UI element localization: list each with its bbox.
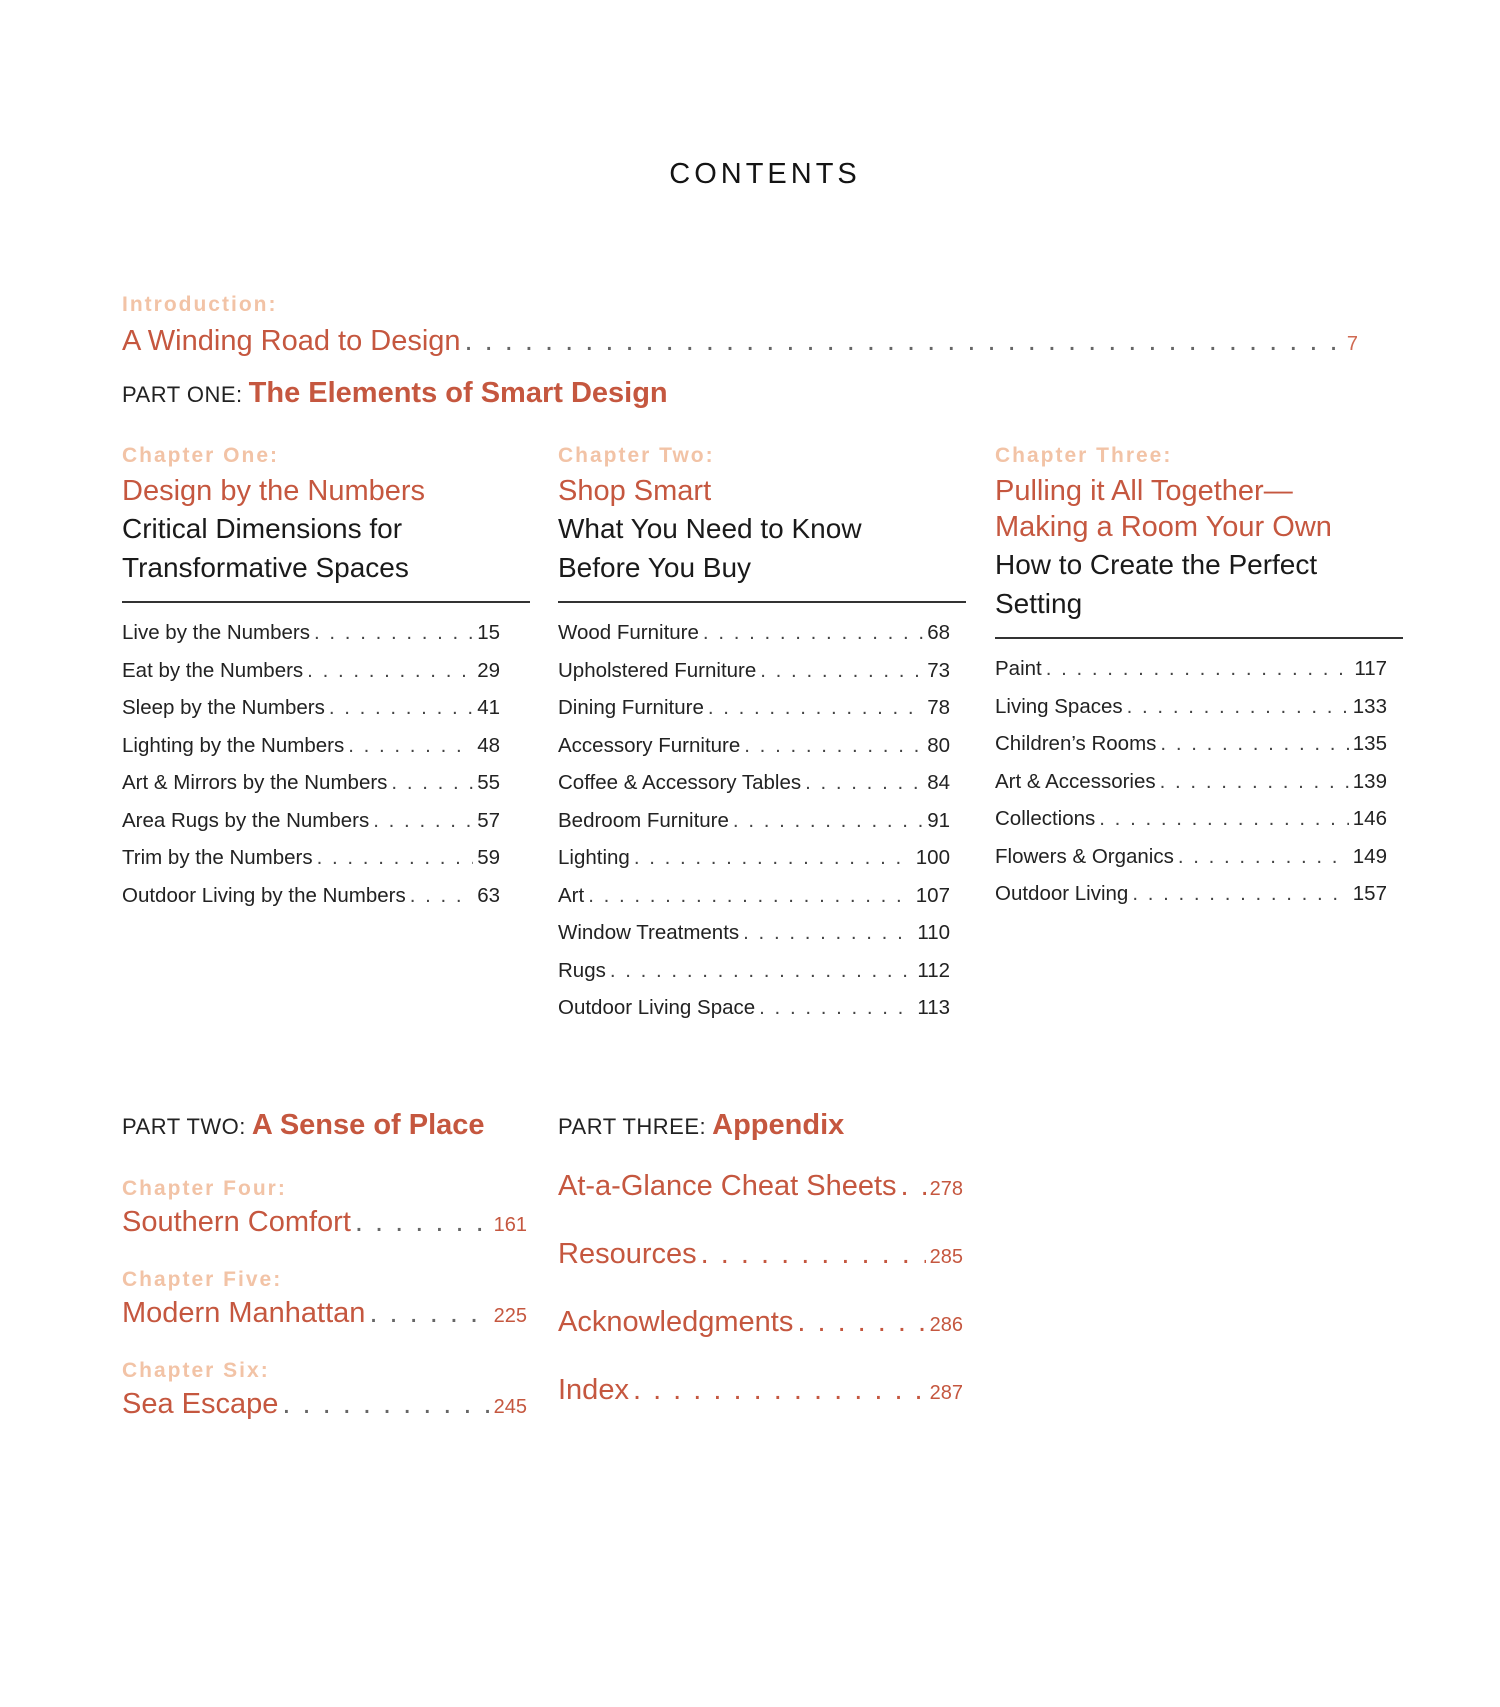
dot-leader <box>701 1238 926 1271</box>
appendix-list <box>558 1170 963 1442</box>
toc-entry[interactable] <box>995 732 1387 770</box>
entry-title: Resources <box>558 1238 697 1270</box>
entry-page: 245 <box>493 1396 527 1418</box>
chapter-item <box>122 1358 527 1421</box>
entry-page: 287 <box>929 1382 963 1404</box>
part-two-heading <box>122 1109 485 1142</box>
entry-title: At-a-Glance Cheat Sheets <box>558 1170 897 1202</box>
entry-title: Accessory Furniture <box>558 733 741 757</box>
entry-page: 286 <box>929 1314 963 1336</box>
dot-leader <box>901 1170 926 1203</box>
chapter-entry[interactable] <box>122 1206 527 1239</box>
chapter-subtitle-line: Critical Dimensions for <box>122 513 403 544</box>
chapter-subtitle-line: Before You Buy <box>558 552 752 583</box>
entry-title: Rugs <box>558 958 606 982</box>
chapter-item <box>122 1267 527 1330</box>
dot-leader <box>708 696 923 720</box>
entry-page: 59 <box>477 846 500 869</box>
dot-leader <box>1178 845 1349 869</box>
entry-page: 285 <box>929 1246 963 1268</box>
entry-page: 278 <box>929 1178 963 1200</box>
chapter-eyebrow: Chapter Three: <box>995 444 1173 467</box>
chapter-title: Making a Room Your Own <box>995 511 1332 543</box>
entry-title: A Winding Road to Design <box>122 325 461 357</box>
entry-page: 41 <box>477 696 500 719</box>
part-one-heading <box>122 377 668 410</box>
dot-leader <box>348 734 473 758</box>
entry-title: Window Treatments <box>558 921 740 944</box>
chapter-eyebrow: Chapter Four: <box>122 1177 287 1200</box>
entry-title: Outdoor Living Space <box>558 996 756 1019</box>
chapter-eyebrow: Chapter Six: <box>122 1359 270 1382</box>
toc-entry[interactable] <box>558 846 950 884</box>
entry-title: Art & Accessories <box>995 769 1156 793</box>
chapter-divider <box>122 601 530 603</box>
entry-title: Lighting by the Numbers <box>122 733 345 757</box>
toc-entry[interactable] <box>558 734 950 772</box>
entry-page: 68 <box>927 621 950 644</box>
entry-page: 117 <box>1354 657 1387 680</box>
part-name: A Sense of Place <box>251 1109 485 1141</box>
entry-page: 7 <box>1346 333 1358 355</box>
dot-leader <box>373 809 473 833</box>
entry-page: 133 <box>1352 694 1387 718</box>
toc-entry[interactable] <box>558 996 950 1034</box>
chapter-one-toc <box>122 621 500 921</box>
chapter-entry[interactable] <box>122 1388 527 1421</box>
chapter-subtitle-line: How to Create the Perfect <box>995 549 1318 580</box>
toc-entry[interactable] <box>558 696 950 734</box>
entry-title: Art & Mirrors by the Numbers <box>122 771 388 794</box>
appendix-entry[interactable] <box>558 1306 963 1374</box>
toc-entry[interactable] <box>558 884 950 922</box>
entry-title: Flowers & Organics <box>995 844 1174 868</box>
entry-title: Outdoor Living <box>995 882 1129 905</box>
entry-title: Lighting <box>558 846 630 869</box>
entry-title: Paint <box>995 657 1042 680</box>
dot-leader <box>588 884 912 908</box>
entry-page: 100 <box>915 846 950 869</box>
dot-leader <box>733 809 923 833</box>
dot-leader <box>410 884 473 908</box>
part-label: PART ONE: <box>122 382 243 407</box>
chapter-entry[interactable] <box>122 1297 527 1330</box>
entry-title: Southern Comfort <box>122 1206 351 1238</box>
entry-title: Live by the Numbers <box>122 621 311 644</box>
chapter-item <box>122 1176 527 1239</box>
toc-entry[interactable] <box>122 621 500 659</box>
toc-entry[interactable] <box>558 959 950 997</box>
dot-leader <box>465 325 1343 358</box>
chapter-subtitle-line: What You Need to Know <box>558 513 862 544</box>
chapter-title: Shop Smart <box>558 475 712 507</box>
entry-title: Coffee & Accessory Tables <box>558 771 802 794</box>
entry-title: Collections <box>995 807 1096 830</box>
part-label: PART THREE: <box>558 1114 707 1139</box>
entry-title: Wood Furniture <box>558 621 699 644</box>
dot-leader <box>391 771 473 795</box>
part-name: Appendix <box>712 1109 845 1141</box>
dot-leader <box>1127 695 1349 719</box>
entry-page: 63 <box>477 883 500 907</box>
page-title: CONTENTS <box>669 158 861 190</box>
dot-leader <box>329 696 473 720</box>
toc-entry[interactable] <box>995 845 1387 883</box>
toc-entry[interactable] <box>558 659 950 697</box>
dot-leader <box>703 621 923 645</box>
toc-entry[interactable] <box>122 734 500 772</box>
entry-page: 139 <box>1352 769 1387 793</box>
chapter-title: Design by the Numbers <box>122 475 426 507</box>
dot-leader <box>1099 807 1349 831</box>
dot-leader <box>1046 657 1351 681</box>
chapter-subtitle-line: Transformative Spaces <box>122 552 409 583</box>
introduction-eyebrow: Introduction: <box>122 293 278 316</box>
entry-title: Trim by the Numbers <box>122 846 313 869</box>
toc-entry[interactable] <box>122 659 500 697</box>
chapter-eyebrow: Chapter Two: <box>558 444 715 467</box>
entry-page: 110 <box>917 921 950 944</box>
dot-leader <box>797 1306 925 1339</box>
entry-page: 146 <box>1352 807 1387 830</box>
toc-entry[interactable] <box>122 846 500 884</box>
appendix-entry[interactable] <box>558 1170 963 1238</box>
dot-leader <box>760 659 923 683</box>
part-two-chapters <box>122 1176 527 1449</box>
entry-title: Sea Escape <box>122 1388 279 1420</box>
toc-entry[interactable] <box>995 657 1387 695</box>
entry-title: Index <box>558 1374 629 1406</box>
dot-leader <box>317 846 474 870</box>
dot-leader <box>369 1297 489 1330</box>
part-three-heading <box>558 1109 844 1142</box>
chapter-eyebrow: Chapter One: <box>122 444 280 467</box>
toc-entry[interactable] <box>122 809 500 847</box>
entry-page: 84 <box>927 771 950 794</box>
entry-page: 55 <box>477 771 500 794</box>
entry-page: 78 <box>927 696 950 719</box>
entry-page: 15 <box>477 621 500 644</box>
entry-title: Dining Furniture <box>558 696 704 719</box>
entry-title: Bedroom Furniture <box>558 808 729 832</box>
toc-entry[interactable] <box>558 771 950 809</box>
entry-page: 48 <box>477 733 500 757</box>
toc-entry[interactable] <box>995 882 1387 920</box>
toc-entry[interactable] <box>995 807 1387 845</box>
part-name: The Elements of Smart Design <box>248 377 668 409</box>
entry-page: 135 <box>1352 732 1387 755</box>
chapter-two-toc <box>558 621 950 1034</box>
entry-title: Modern Manhattan <box>122 1297 366 1329</box>
toc-entry[interactable] <box>995 770 1387 808</box>
entry-page: 157 <box>1352 882 1387 905</box>
appendix-entry[interactable] <box>558 1374 963 1442</box>
entry-title: Living Spaces <box>995 694 1123 718</box>
toc-entry[interactable] <box>558 809 950 847</box>
toc-entry[interactable] <box>558 921 950 959</box>
entry-page: 107 <box>915 883 950 907</box>
chapter-three-toc <box>995 657 1387 920</box>
dot-leader <box>1160 770 1349 794</box>
toc-entry[interactable] <box>122 884 500 922</box>
entry-page: 80 <box>927 733 950 757</box>
chapter-subtitle-line: Setting <box>995 588 1083 619</box>
entry-page: 161 <box>493 1214 527 1236</box>
chapter-divider <box>995 637 1403 639</box>
dot-leader <box>282 1388 489 1421</box>
dot-leader <box>634 846 912 870</box>
dot-leader <box>610 959 913 983</box>
toc-entry[interactable] <box>995 695 1387 733</box>
dot-leader <box>314 621 473 645</box>
entry-page: 113 <box>917 996 950 1019</box>
introduction-entry[interactable] <box>122 325 1358 358</box>
chapter-three-column <box>995 443 1403 920</box>
chapter-two-column <box>558 443 966 1034</box>
entry-page: 112 <box>917 958 950 982</box>
chapter-divider <box>558 601 966 603</box>
entry-title: Acknowledgments <box>558 1306 794 1338</box>
chapter-one-column <box>122 443 530 921</box>
entry-page: 225 <box>493 1305 527 1327</box>
entry-title: Outdoor Living by the Numbers <box>122 883 406 907</box>
dot-leader <box>743 921 913 945</box>
entry-title: Area Rugs by the Numbers <box>122 808 370 832</box>
entry-title: Art <box>558 883 585 907</box>
dot-leader <box>744 734 923 758</box>
dot-leader <box>355 1206 490 1239</box>
entry-page: 57 <box>477 808 500 832</box>
toc-entry[interactable] <box>122 696 500 734</box>
entry-title: Sleep by the Numbers <box>122 696 325 719</box>
toc-entry[interactable] <box>122 771 500 809</box>
entry-title: Eat by the Numbers <box>122 658 304 682</box>
chapter-eyebrow: Chapter Five: <box>122 1268 283 1291</box>
entry-page: 29 <box>477 658 500 682</box>
introduction-section <box>122 292 1358 358</box>
dot-leader <box>759 996 913 1020</box>
dot-leader <box>805 771 923 795</box>
entry-page: 149 <box>1352 844 1387 868</box>
appendix-entry[interactable] <box>558 1238 963 1306</box>
dot-leader <box>307 659 473 683</box>
dot-leader <box>1160 732 1348 756</box>
dot-leader <box>633 1374 926 1407</box>
entry-title: Upholstered Furniture <box>558 658 757 682</box>
dot-leader <box>1132 882 1348 906</box>
entry-page: 91 <box>927 808 950 832</box>
toc-entry[interactable] <box>558 621 950 659</box>
chapter-title: Pulling it All Together— <box>995 475 1293 507</box>
entry-page: 73 <box>927 658 950 682</box>
entry-title: Children’s Rooms <box>995 732 1157 755</box>
part-label: PART TWO: <box>122 1114 246 1139</box>
